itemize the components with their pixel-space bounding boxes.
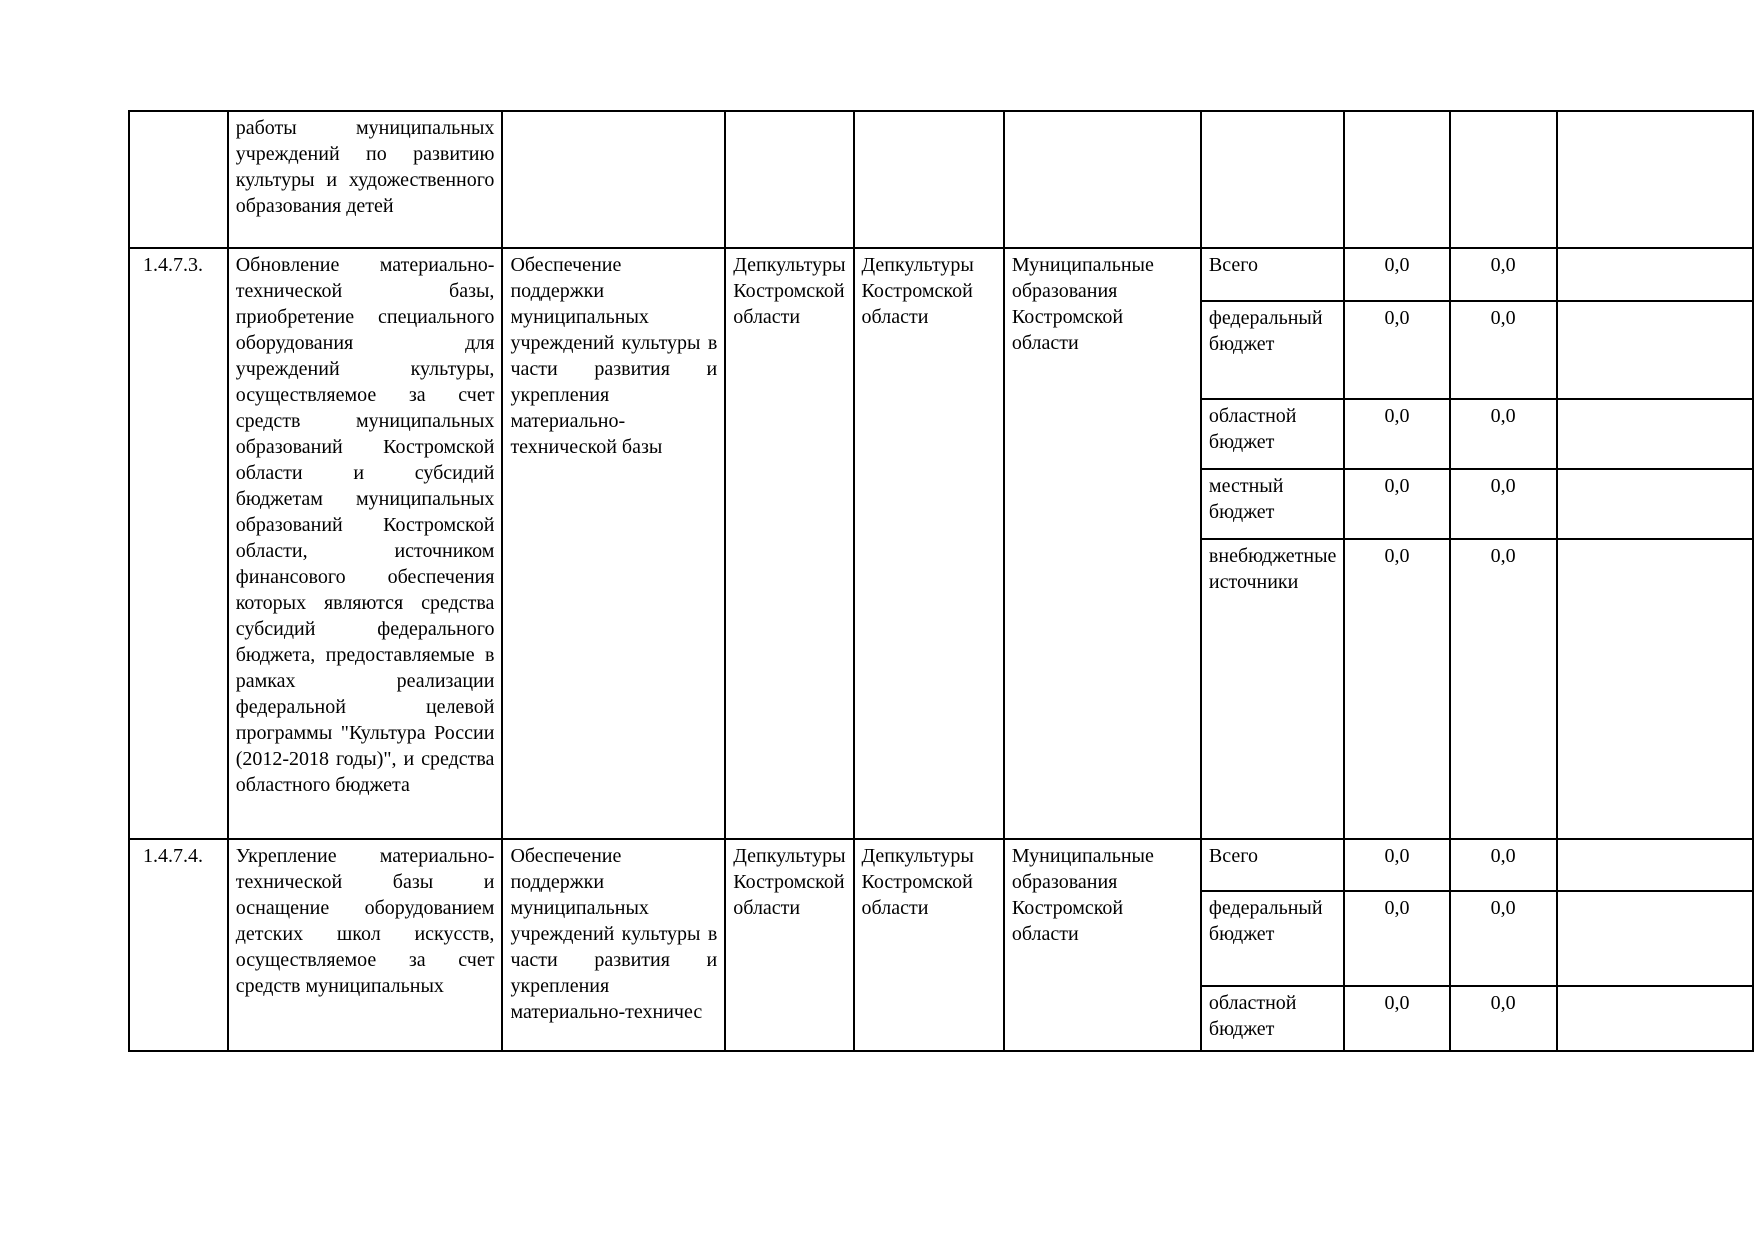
cell-budget-source: местный бюджет [1201,469,1345,539]
program-table [128,110,1754,1052]
cell-cutoff-empty [1557,986,1753,1051]
cell-value: 0,0 [1450,469,1557,539]
cell-value-empty [1450,111,1557,248]
cell-beneficiary: Муниципальные образования Костромской области [1004,839,1201,1051]
cell-value: 0,0 [1344,986,1449,1051]
cell-cutoff-empty [1557,891,1753,986]
cell-description: Укрепление материально-технической базы и оснащение оборудованием детских школ искусств, осуществляемое за счет средств муниципальных [228,839,503,1051]
cell-expected-result: Обеспечение поддержки муниципальных учреждений культуры в части развития и укрепления материально-технической базы [502,248,725,839]
cell-cutoff-empty [1557,539,1753,839]
table-row-1-4-7-3 [129,248,1753,301]
cell-value: 0,0 [1344,399,1449,469]
cell-value-empty [1344,111,1449,248]
cell-budget-source: областной бюджет [1201,986,1345,1051]
cell-participant: Депкультуры Костромской области [854,839,1004,1051]
cell-expected-result: Обеспечение поддержки муниципальных учреждений культуры в части развития и укрепления материально-техничес [502,839,725,1051]
cell-number-empty [129,111,228,248]
cell-description: Обновление материально-технической базы, приобретение специального оборудования для учреждений культуры, осуществляемое за счет средств муниципальных образований Костромской области и субсидий бюджетам муниципальных образований Костромской области, источником финансового обеспечения которых являются средства субсидий федерального бюджета, предоставляемые в рамках реализации федеральной целевой программы "Культура России (2012-2018 годы)", и средства областного бюджета [228,248,503,839]
cell-participant-empty [854,111,1004,248]
cell-value: 0,0 [1344,891,1449,986]
cell-value: 0,0 [1344,469,1449,539]
cell-budget-source-empty [1201,111,1345,248]
cell-cutoff-empty [1557,839,1753,891]
cell-value: 0,0 [1344,301,1449,399]
cell-number: 1.4.7.4. [129,839,228,1051]
cell-beneficiary-empty [1004,111,1201,248]
cell-number: 1.4.7.3. [129,248,228,839]
cell-budget-source: Всего [1201,248,1345,301]
cell-value: 0,0 [1450,301,1557,399]
cell-cutoff-empty [1557,399,1753,469]
cell-value: 0,0 [1450,248,1557,301]
cell-value: 0,0 [1344,839,1449,891]
cell-cutoff-empty [1557,301,1753,399]
cell-value: 0,0 [1344,248,1449,301]
cell-budget-source: федеральный бюджет [1201,891,1345,986]
cell-cutoff-empty [1557,111,1753,248]
cell-budget-source: внебюджетные источники [1201,539,1345,839]
cell-participant: Депкультуры Костромской области [854,248,1004,839]
cell-cutoff-empty [1557,248,1753,301]
cell-budget-source: федеральный бюджет [1201,301,1345,399]
cell-expected-result-empty [502,111,725,248]
cell-executor-empty [725,111,853,248]
cell-value: 0,0 [1344,539,1449,839]
cell-budget-source: областной бюджет [1201,399,1345,469]
cell-value: 0,0 [1450,891,1557,986]
cell-value: 0,0 [1450,399,1557,469]
cell-value: 0,0 [1450,839,1557,891]
cell-value: 0,0 [1450,539,1557,839]
cell-executor: Депкультуры Костромской области [725,839,853,1051]
cell-description: работы муниципальных учреждений по развитию культуры и художественного образования детей [228,111,503,248]
cell-cutoff-empty [1557,469,1753,539]
table-row-continuation [129,111,1753,248]
cell-budget-source: Всего [1201,839,1345,891]
table-row-1-4-7-4 [129,839,1753,891]
cell-value: 0,0 [1450,986,1557,1051]
cell-beneficiary: Муниципальные образования Костромской области [1004,248,1201,839]
cell-executor: Депкультуры Костромской области [725,248,853,839]
